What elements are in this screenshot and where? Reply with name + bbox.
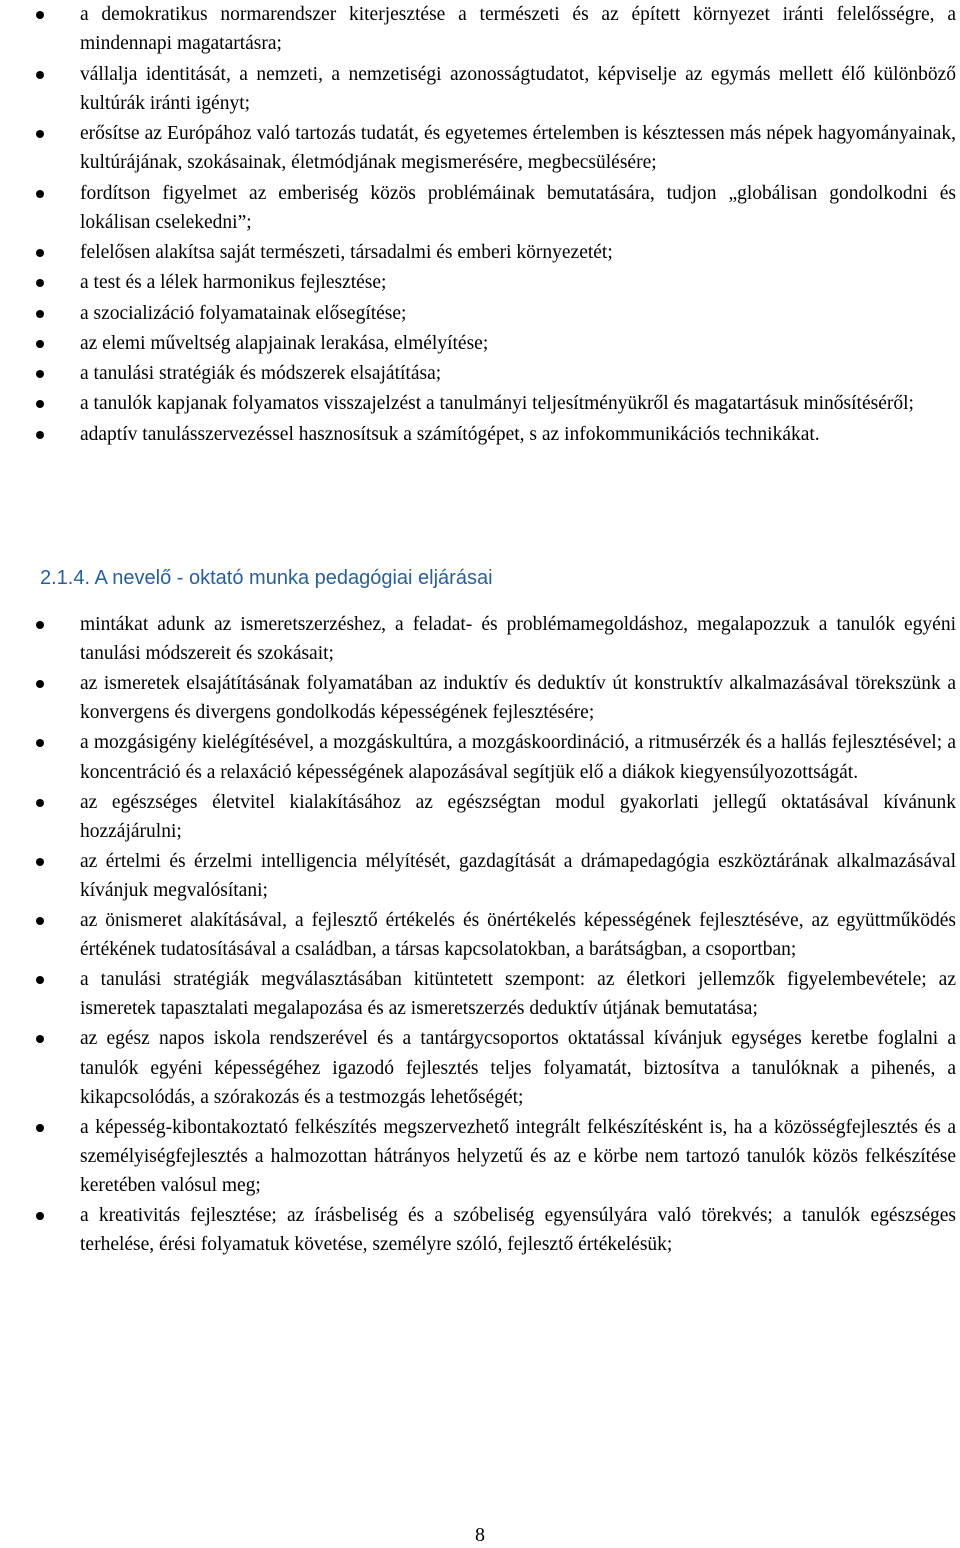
bullet-icon [36, 130, 44, 138]
list-item-text: a kreativitás fejlesztése; az írásbeliség és a szóbeliség egyensúlyára való törekvés; a tanulók egészséges terhelése, érési folyamatuk követése, személyre szóló, fejlesztő értékelésük; [80, 1205, 956, 1256]
list-item [0, 788, 958, 846]
list-item-text: az értelmi és érzelmi intelligencia mélyítését, gazdagítását a drámapedagógia eszköztárának alkalmazásával kívánjuk megvalósítani; [80, 850, 956, 902]
list-item [0, 1201, 958, 1259]
list-item-text: az önismeret alakításával, a fejlesztő értékelés és önértékelés képességének fejlesztéséve, az együttműködés értékének tudatosításával a családban, a társas kapcsolatokban, a barátságban, a csoportban; [80, 910, 956, 961]
list-item [0, 906, 958, 964]
list-item [0, 420, 958, 449]
list-item [0, 268, 958, 297]
list-item-text: adaptív tanulásszervezéssel hasznosítsuk a számítógépet, s az infokommunikációs technikákat. [80, 423, 820, 445]
list-item [0, 60, 958, 118]
bullet-icon [36, 1212, 44, 1220]
bullet-icon [36, 917, 44, 925]
list-item [0, 329, 958, 358]
bullet-icon [36, 400, 44, 408]
list-item [0, 299, 958, 328]
bullet-icon [36, 621, 44, 629]
list-item [0, 1024, 958, 1112]
list-item-text: fordítson figyelmet az emberiség közös problémáinak bemutatására, tudjon „globálisan gondolkodni és lokálisan cselekedni”; [80, 182, 956, 233]
page-number: 8 [475, 1524, 485, 1546]
list-item [0, 610, 958, 668]
list-item-text: az ismeretek elsajátításának folyamatában az induktív és deduktív út konstruktív alkalmazásával törekszünk a konvergens és divergens gondolkodás képességének fejlesztésére; [80, 673, 956, 724]
list-item [0, 728, 958, 786]
bullet-icon [36, 71, 44, 79]
list-item-text: a demokratikus normarendszer kiterjesztése a természeti és az épített környezet iránti felelősségre, a mindennapi magatartásra; [80, 4, 956, 55]
list-item [0, 847, 958, 905]
list-item [0, 965, 958, 1023]
list-item-text: a tanulási stratégiák megválasztásában kitüntetett szempont: az életkori jellemzők figyelembevétele; az ismeretek tapasztalati megalapozása és az ismeretszerzés deduktív útjának bemutatása; [80, 969, 956, 1020]
bullet-icon [36, 858, 44, 866]
list-item [0, 669, 958, 727]
bullet-icon [36, 279, 44, 287]
bullet-icon [36, 431, 44, 439]
bullet-icon [36, 190, 44, 198]
list-item [0, 179, 958, 237]
bullet-icon [36, 680, 44, 688]
list-item [0, 0, 958, 58]
bullet-icon [36, 739, 44, 747]
list-item-text: a tanulók kapjanak folyamatos visszajelzést a tanulmányi teljesítményükről és magatartásuk minősítéséről; [80, 393, 914, 415]
list-item-text: a szocializáció folyamatainak elősegítése; [80, 302, 407, 324]
bullet-icon [36, 11, 44, 19]
bullet-icon [36, 1124, 44, 1132]
list-item-text: a képesség-kibontakoztató felkészítés megszervezhető integrált felkészítésként is, ha a közösségfejlesztés és a személyiségfejlesztés a halmozottan hátrányos helyzetű és az e körbe nem tartozó tanulók közös felkészítése keretében valósul meg; [80, 1116, 956, 1197]
goals-bullet-list [0, 0, 958, 450]
list-item-text: mintákat adunk az ismeretszerzéshez, a feladat- és problémamegoldáshoz, megalapozzuk a tanulók egyéni tanulási módszereit és szokásait; [80, 614, 956, 665]
list-item-text: a mozgásigény kielégítésével, a mozgáskultúra, a mozgáskoordináció, a ritmusérzék és a hallás fejlesztésével; a koncentráció és a relaxáció képességének alapozásával segítjük elő a diákok kiegyensúlyozottságát. [80, 732, 956, 783]
procedures-bullet-list [0, 610, 958, 1260]
list-item-text: felelősen alakítsa saját természeti, társadalmi és emberi környezetét; [80, 242, 613, 263]
list-item-text: az egész napos iskola rendszerével és a tantárgycsoportos oktatással kívánjuk egységes keretbe foglalni a tanulók egyéni képességéhez igazodó fejlesztés teljes folyamatát, biztosítva a tanulóknak a pihenés, a kikapcsolódás, a szórakozás és a testmozgás lehetőségét; [80, 1028, 956, 1108]
bullet-icon [36, 340, 44, 348]
bullet-icon [36, 310, 44, 318]
list-item [0, 389, 958, 418]
bullet-icon [36, 249, 44, 257]
list-item [0, 359, 958, 388]
bullet-icon [36, 1035, 44, 1043]
list-item-text: a test és a lélek harmonikus fejlesztése; [80, 272, 387, 294]
list-item-text: vállalja identitását, a nemzeti, a nemzetiségi azonosságtudatot, képviselje az egymás mellett élő különböző kultúrák iránti igényt; [80, 63, 956, 114]
list-item [0, 238, 958, 267]
list-item-text: az elemi műveltség alapjainak lerakása, elmélyítése; [80, 332, 489, 354]
bullet-icon [36, 370, 44, 378]
section-heading: 2.1.4. A nevelő - oktató munka pedagógiai eljárásai [40, 567, 493, 589]
list-item-text: az egészséges életvitel kialakításához az egészségtan modul gyakorlati jellegű oktatásával kívánunk hozzájárulni; [80, 791, 956, 842]
list-item-text: a tanulási stratégiák és módszerek elsajátítása; [80, 363, 442, 385]
list-item [0, 1113, 958, 1201]
bullet-icon [36, 976, 44, 984]
bullet-icon [36, 799, 44, 807]
list-item [0, 119, 958, 177]
list-item-text: erősítse az Európához való tartozás tudatát, és egyetemes értelemben is késztessen más népek hagyományainak, kultúrájának, szokásainak, életmódjának megismerésére, megbecsülésére; [80, 123, 956, 174]
